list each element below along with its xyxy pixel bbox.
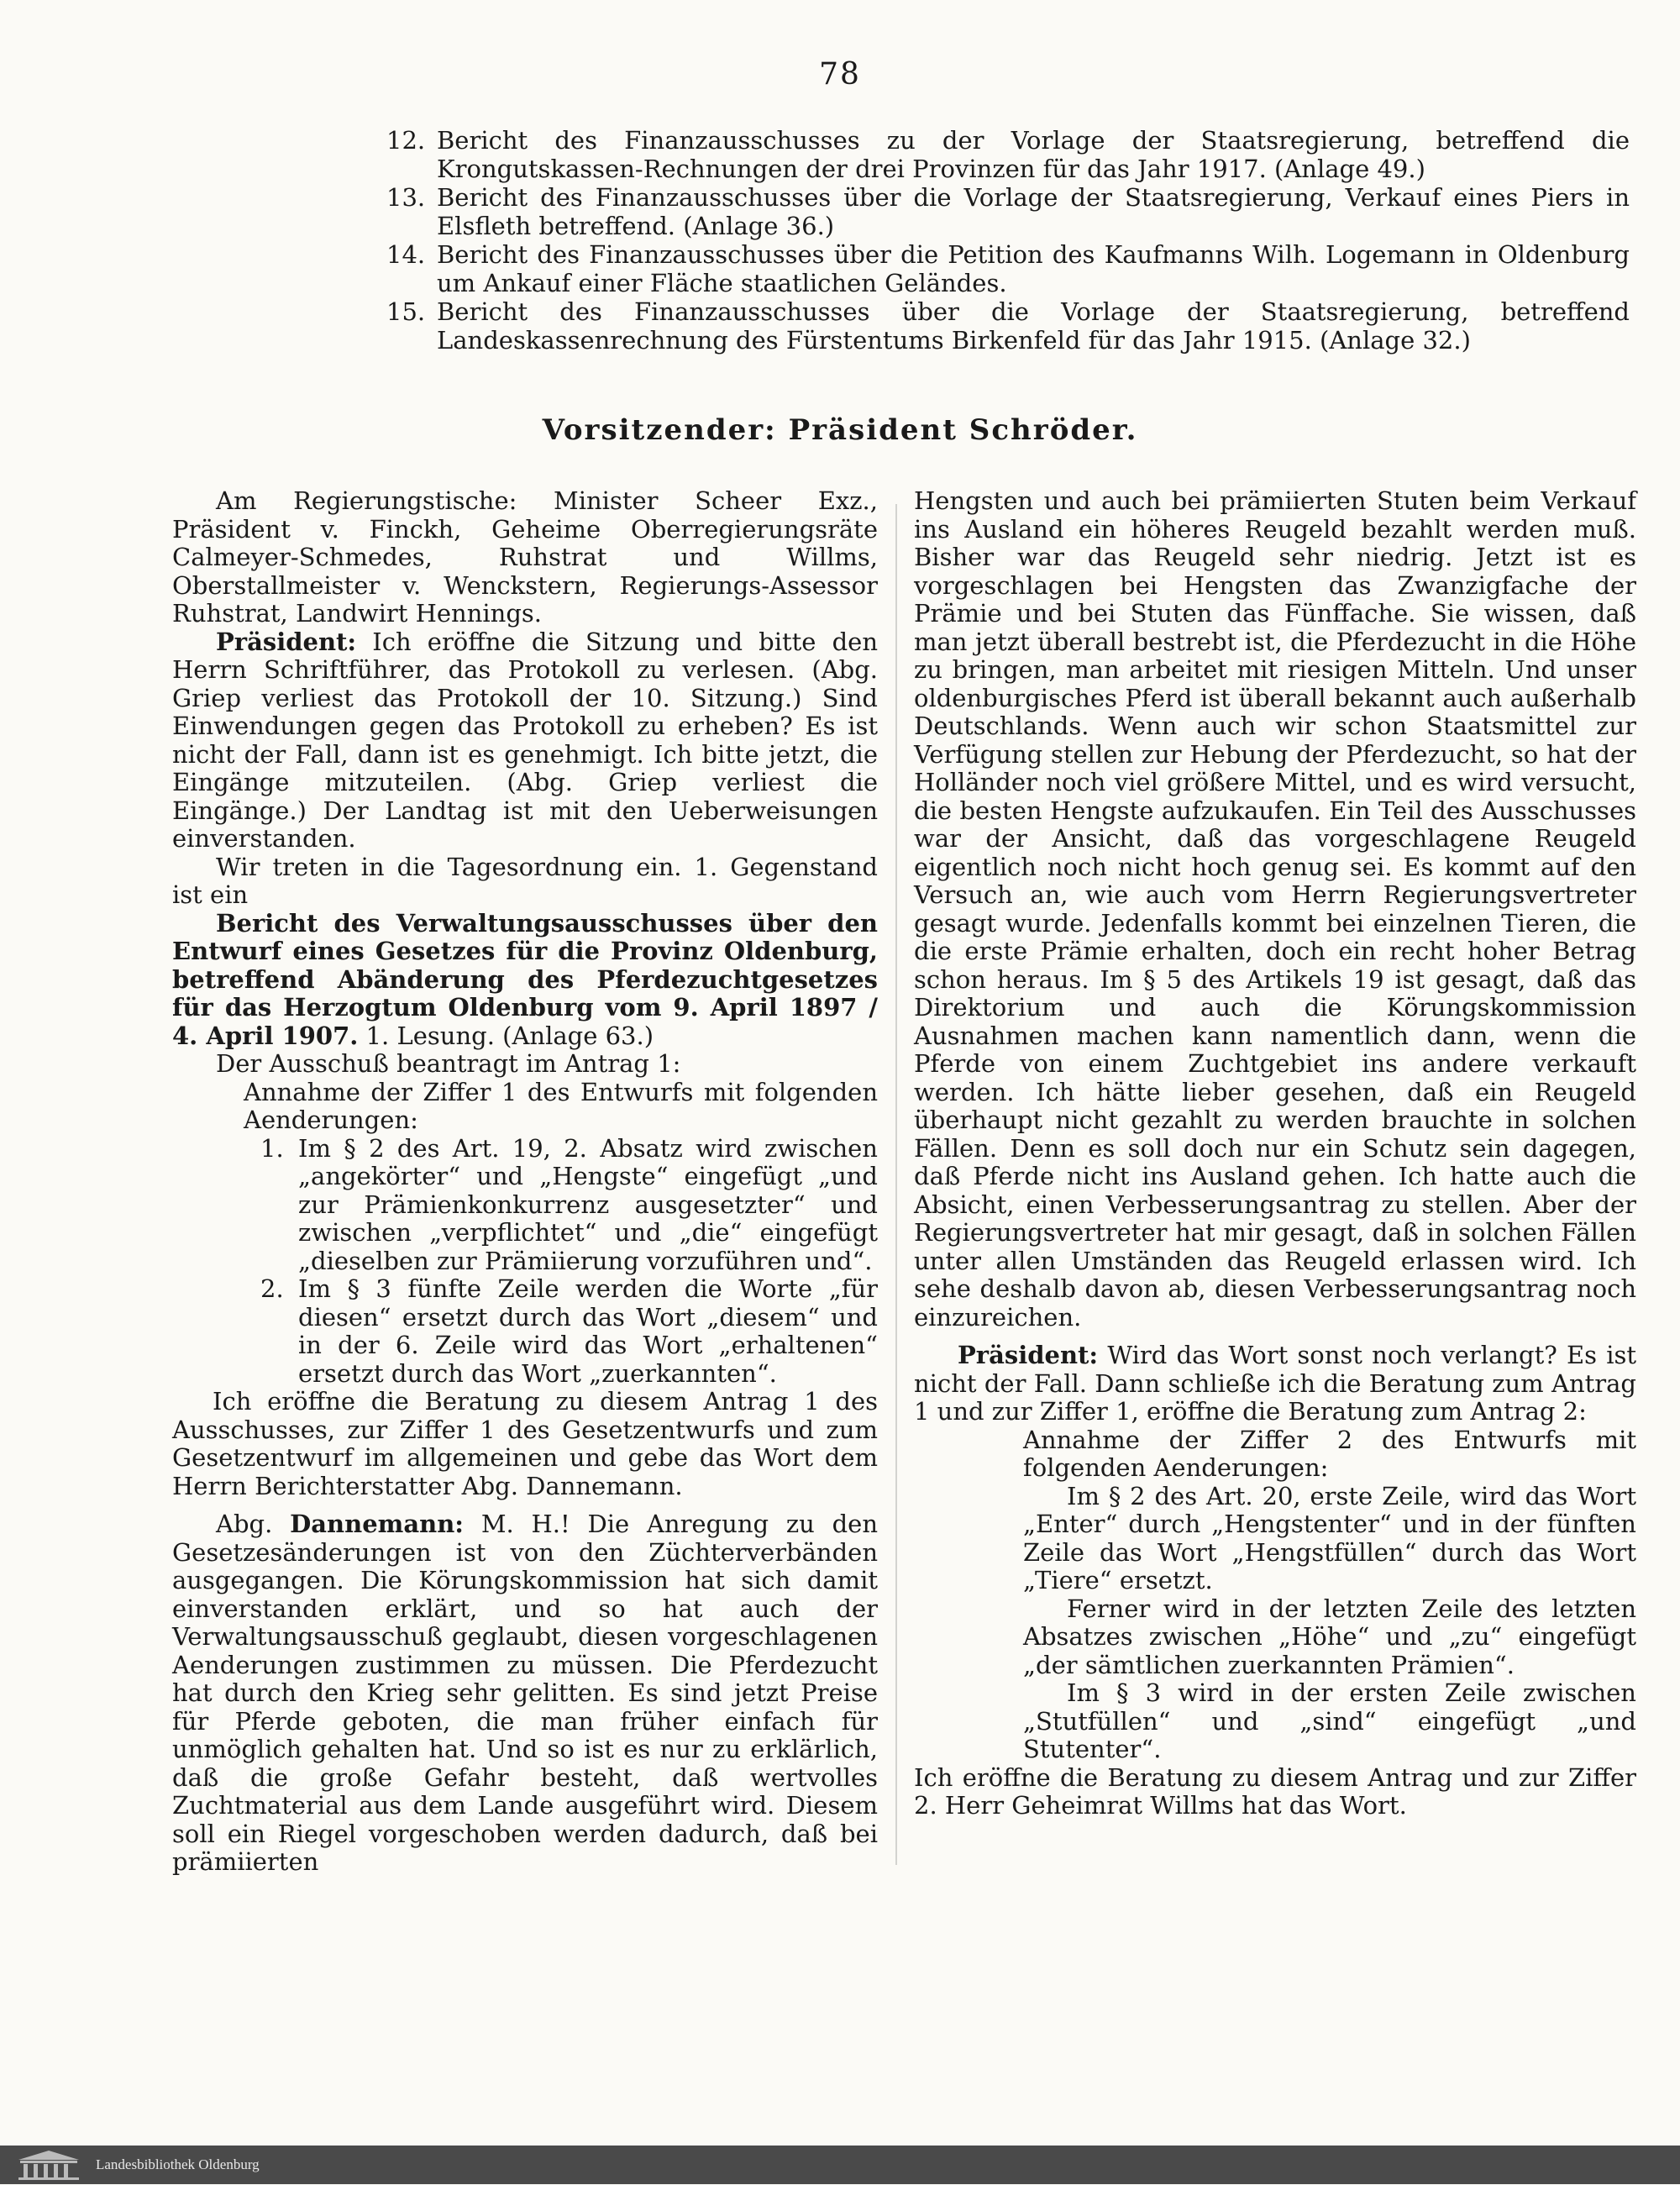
report-title-tail: 1. Lesung. (Anlage 63.) xyxy=(365,1021,654,1050)
report-title: Bericht des Verwaltungsausschusses über den Entwurf eines Gesetzes für die Provinz Oldenburg, betreffend Abänderung des Pferdezuchtgesetzes für das Herzogtum Oldenburg vom 9. April 1897 / 4. April 1907. xyxy=(172,908,878,1050)
statement-text: Ich eröffne die Sitzung und bitte den Herrn Schriftführer, das Protokoll zu verlesen. (Abg. Griep verliest das Protokoll der 10. Sitzung.) Sind Einwendungen gegen das Protokoll zu erheben? Es ist nicht der Fall, dann ist es genehmigt. Ich bitte jetzt, die Eingänge mitzuteilen. (Abg. Griep verliest die Eingänge.) Der Landtag ist mit den Ueberweisungen einverstanden. xyxy=(172,627,878,853)
dannemann-speech xyxy=(172,1510,878,1877)
agenda-item-number: 12. xyxy=(386,126,426,155)
debate-opening-paragraph: Ich eröffne die Beratung zu diesem Antrag 1 des Ausschusses, zur Ziffer 1 des Gesetzentwurfs und zum Gesetzentwurf im allgemeinen und gebe das Wort dem Herrn Berichterstatter Abg. Dannemann. xyxy=(172,1387,878,1500)
footer-bar xyxy=(0,2146,1680,2184)
agenda-item-text: Bericht des Finanzausschusses über die Vorlage der Staatsregierung, Verkauf eines Piers in Elsfleth betreffend. (Anlage 36.) xyxy=(437,183,1630,240)
report-title-paragraph xyxy=(172,910,878,1051)
committee-motion-intro: Der Ausschuß beantragt im Antrag 1: xyxy=(216,1049,681,1078)
amendment-text: Ferner wird in der letzten Zeile des letzten Absatzes zwischen „Höhe“ und „zu“ eingefügt „der sämtlichen zuerkannten Prämien“. xyxy=(1023,1594,1636,1679)
amendment-text: Im § 3 wird in der ersten Zeile zwischen „Stutfüllen“ und „sind“ eingefügt „und Stutenter“. xyxy=(1023,1678,1636,1763)
statement-text: M. H.! Die Anregung zu den Gesetzesänderungen ist von den Züchterverbänden ausgegangen. Die Körungskommission hat sich damit einverstanden erklärt, und so hat auch der Verwaltungsausschuß geglaubt, diesen vorgeschlagenen Aenderungen zustimmen zu müssen. Die Pferdezucht hat durch den Krieg sehr gelitten. Es sind jetzt Preise für Pferde geboten, die man früher einfach für unmöglich gehalten hat. Und so ist es nur zu erklärlich, daß die große Gefahr besteht, daß wertvolles Zuchtmaterial aus dem Lande ausgeführt wird. Diesem soll ein Riegel vorgeschoben werden dadurch, daß bei prämiierten xyxy=(172,1510,879,1876)
agenda-list xyxy=(386,126,1630,355)
chair-heading: Vorsitzender: Präsident Schröder. xyxy=(542,413,1138,447)
agenda-item-text: Bericht des Finanzausschusses über die Petition des Kaufmanns Wilh. Logemann in Oldenburg um Ankauf einer Fläche staatlichen Geländes. xyxy=(437,240,1630,297)
right-column xyxy=(914,487,1636,1820)
agenda-item-number: 14. xyxy=(386,240,426,269)
agenda-item-number: 13. xyxy=(386,183,426,212)
closing-paragraph: Ich eröffne die Beratung zu diesem Antrag und zur Ziffer 2. Herr Geheimrat Willms hat das Wort. xyxy=(914,1762,1636,1820)
agenda-item-text: Bericht des Finanzausschusses über die Vorlage der Staatsregierung, betreffend Landeskassenrechnung des Fürstentums Birkenfeld für das Jahr 1915. (Anlage 32.) xyxy=(437,297,1630,355)
speaker-label: Präsident: xyxy=(958,1341,1099,1369)
library-name: Landesbibliothek Oldenburg xyxy=(96,2156,260,2172)
amendment-text: Im § 2 des Art. 20, erste Zeile, wird das Wort „Enter“ durch „Hengstenter“ und in der fünften Zeile das Wort „Hengstfüllen“ durch das Wort „Tiere“ ersetzt. xyxy=(1023,1481,1636,1594)
amendment-text: Im § 2 des Art. 19, 2. Absatz wird zwischen „angekörter“ und „Hengste“ eingefügt „und zur Prämienkonkurrenz ausgesetzter“ und zwischen „verpflichtet“ und „die“ eingefügt „dieselben zur Prämiierung vorzuführen und“. xyxy=(298,1133,878,1275)
page-number: 78 xyxy=(819,57,861,92)
agenda-intro-paragraph: Wir treten in die Tagesordnung ein. 1. Gegenstand ist ein xyxy=(172,852,878,909)
motion-text: Annahme der Ziffer 1 des Entwurfs mit folgenden Aenderungen: xyxy=(244,1077,878,1134)
left-column xyxy=(172,487,878,1877)
statement-text: Wird das Wort sonst noch verlangt? Es ist nicht der Fall. Dann schließe ich die Beratung zum Antrag 1 und zur Ziffer 1, eröffne die Beratung zum Antrag 2: xyxy=(914,1341,1637,1426)
agenda-item-number: 15. xyxy=(386,297,426,326)
amendment-text: Im § 3 fünfte Zeile werden die Worte „für diesen“ ersetzt durch das Wort „diesem“ und in der 6. Zeile wird das Wort „erhaltenen“ ersetzt durch das Wort „zuerkannten“. xyxy=(298,1274,878,1388)
speech-continuation: Hengsten und auch bei prämiierten Stuten beim Verkauf ins Ausland ein höheres Reugeld bezahlt werden muß. Bisher war das Reugeld sehr niedrig. Jetzt ist es vorgeschlagen bei Hengsten das Zwanzigfache der Prämie und bei Stuten das Fünffache. Sie wissen, daß man jetzt überall bestrebt ist, die Pferdezucht in die Höhe zu bringen, man arbeitet mit riesigen Mitteln. Und unser oldenburgisches Pferd ist überall bekannt auch außerhalb Deutschlands. Wenn auch wir schon Staatsmittel zur Verfügung stellen zur Hebung der Pferdezucht, so hat der Holländer noch viel größere Mittel, und es wird versucht, die besten Hengste aufzukaufen. Ein Teil des Ausschusses war der Ansicht, daß das vorgeschlagene Reugeld eigentlich noch nicht hoch genug sei. Es kommt auf den Versuch an, wie auch vom Herrn Regierungsvertreter gesagt wurde. Jedenfalls kommt bei einzelnen Tieren, die die erste Prämie erhalten, doch ein recht hoher Betrag schon heraus. Im § 5 des Artikels 19 ist gesagt, daß das Direktorium und auch die Körungskommission Ausnahmen machen kann namentlich dann, wenn die Pferde von einem Zuchtgebiet ins andere verkauft werden. Ich hätte lieber gesehen, daß ein Reugeld überhaupt nicht gezahlt zu werden brauchte in solchen Fällen. Denn es soll doch nur ein Schutz sein dagegen, daß Pferde nicht ins Ausland gehen. Ich hatte auch die Absicht, einen Verbesserungsantrag zu stellen. Aber der Regierungsvertreter hat mir gesagt, daß in solchen Fällen unter allen Umständen das Reugeld erlassen wird. Ich sehe deshalb davon ab, diesen Verbesserungsantrag noch einzureichen. xyxy=(914,486,1636,1331)
amendment-number: 1. xyxy=(260,1133,284,1163)
agenda-item xyxy=(386,297,1630,355)
agenda-item xyxy=(386,240,1630,297)
agenda-item xyxy=(386,126,1630,183)
amendment-item xyxy=(172,1135,878,1276)
speaker-prefix: Abg. xyxy=(216,1510,273,1538)
column-divider xyxy=(895,504,897,1865)
speaker-label: Präsident: xyxy=(216,627,357,656)
president-statement xyxy=(914,1342,1636,1426)
amendment-number: 2. xyxy=(260,1274,284,1303)
president-statement xyxy=(172,628,878,854)
speaker-label: Dannemann: xyxy=(290,1510,465,1538)
amendment-item xyxy=(172,1275,878,1388)
agenda-item-text: Bericht des Finanzausschusses zu der Vorlage der Staatsregierung, betreffend die Krongutskassen-Rechnungen der drei Provinzen für das Jahr 1917. (Anlage 49.) xyxy=(437,126,1630,183)
motion-text: Annahme der Ziffer 2 des Entwurfs mit folgenden Aenderungen: xyxy=(1023,1425,1636,1482)
library-building-icon xyxy=(15,2148,82,2182)
agenda-item xyxy=(386,183,1630,240)
government-bench-paragraph: Am Regierungstische: Minister Scheer Exz., Präsident v. Finckh, Geheime Oberregierungsräte Calmeyer-Schmedes, Ruhstrat und Willms, Oberstallmeister v. Wenckstern, Regierungs-Assessor Ruhstrat, Landwirt Hennings. xyxy=(172,486,878,628)
